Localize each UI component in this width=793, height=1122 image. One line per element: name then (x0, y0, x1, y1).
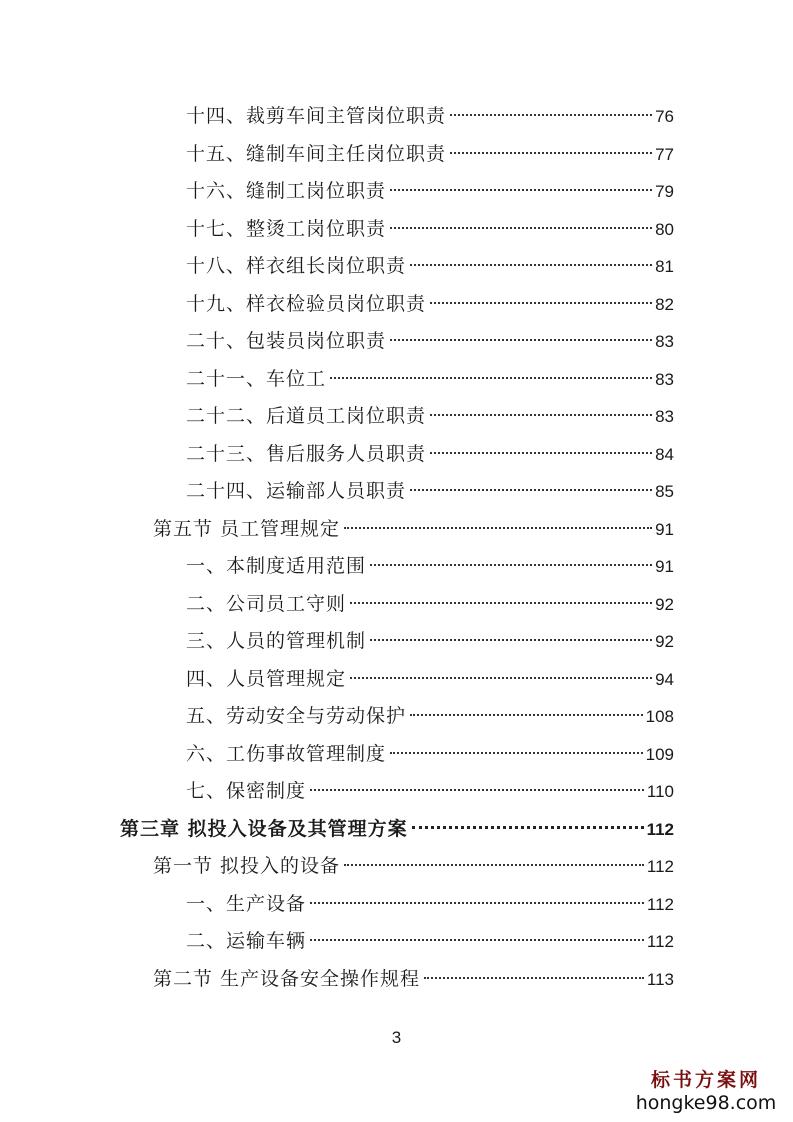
toc-entry[interactable] (186, 889, 674, 919)
toc-entry[interactable] (186, 101, 674, 131)
toc-entry-title: 第二节 生产设备安全操作规程 (153, 967, 421, 990)
toc-entry-page: 83 (655, 369, 674, 389)
toc-dot-leader (350, 677, 652, 679)
toc-entry[interactable] (186, 551, 674, 581)
toc-entry[interactable] (153, 964, 674, 994)
toc-entry-page: 112 (646, 857, 674, 876)
toc-entry-title: 第一节 拟投入的设备 (153, 855, 341, 877)
toc-entry[interactable] (153, 514, 674, 544)
toc-dot-leader (412, 826, 644, 829)
toc-entry-title: 十七、整烫工岗位职责 (186, 217, 387, 240)
toc-dot-leader (410, 264, 652, 266)
toc-entry-page: 112 (646, 819, 674, 839)
toc-entry-page: 108 (645, 707, 674, 726)
toc-dot-leader (330, 377, 652, 379)
toc-entry-title: 二十、包装员岗位职责 (186, 330, 387, 352)
toc-entry[interactable] (186, 364, 674, 394)
toc-entry-title: 五、劳动安全与劳动保护 (186, 705, 407, 727)
toc-entry-title: 四、人员管理规定 (186, 667, 347, 690)
toc-entry-title: 十五、缝制车间主任岗位职责 (186, 142, 447, 165)
toc-entry-title: 二十四、运输部人员职责 (186, 480, 407, 502)
toc-entry-page: 77 (655, 144, 674, 164)
toc-entry-page: 85 (655, 482, 674, 501)
toc-entry[interactable] (186, 626, 674, 656)
toc-entry-page: 82 (655, 294, 674, 314)
toc-entry-page: 76 (655, 107, 674, 126)
site-watermark (631, 1068, 781, 1114)
toc-entry-title: 三、人员的管理机制 (186, 630, 367, 652)
toc-dot-leader (390, 752, 643, 754)
toc-dot-leader (450, 152, 652, 154)
toc-entry-page: 91 (655, 557, 674, 576)
toc-dot-leader (370, 639, 652, 641)
toc-dot-leader (450, 114, 652, 116)
toc-dot-leader (410, 714, 643, 716)
toc-entry-page: 83 (655, 407, 674, 426)
toc-entry-page: 91 (655, 519, 674, 539)
toc-entry-title: 二十一、车位工 (186, 367, 327, 390)
toc-entry-title: 六、工伤事故管理制度 (186, 742, 387, 765)
toc-entry-title: 二、公司员工守则 (186, 592, 347, 615)
toc-dot-leader (344, 864, 644, 866)
toc-dot-leader (350, 602, 652, 604)
toc-entry[interactable] (186, 401, 674, 431)
toc-entry-title: 十八、样衣组长岗位职责 (186, 255, 407, 277)
toc-entry-page: 112 (646, 932, 674, 951)
toc-entry-page: 84 (655, 444, 674, 464)
toc-entry[interactable] (186, 176, 674, 206)
toc-entry-title: 二十二、后道员工岗位职责 (186, 405, 427, 427)
toc-dot-leader (390, 227, 652, 229)
toc-entry[interactable] (186, 664, 674, 694)
toc-dot-leader (310, 902, 644, 904)
toc-entry-title: 一、生产设备 (186, 892, 307, 915)
toc-dot-leader (310, 939, 644, 941)
toc-dot-leader (410, 489, 652, 491)
toc-entry-title: 第五节 员工管理规定 (153, 517, 341, 540)
toc-entry[interactable] (186, 214, 674, 244)
toc-entry-page: 83 (655, 332, 674, 351)
toc-entry[interactable] (186, 776, 674, 806)
toc-dot-leader (430, 414, 652, 416)
toc-dot-leader (390, 189, 652, 191)
toc-entry-title: 十六、缝制工岗位职责 (186, 180, 387, 202)
toc-entry[interactable] (186, 701, 674, 731)
toc-dot-leader (310, 789, 644, 791)
toc-entry-page: 109 (645, 744, 674, 764)
toc-entry[interactable] (153, 851, 674, 881)
toc-entry[interactable] (186, 589, 674, 619)
watermark-site-name: 标书方案网 (650, 1069, 761, 1091)
toc-entry-page: 80 (655, 219, 674, 239)
toc-dot-leader (370, 564, 652, 566)
toc-entry-title: 十四、裁剪车间主管岗位职责 (186, 105, 447, 127)
toc-entry-title: 七、保密制度 (186, 780, 307, 802)
toc-entry[interactable] (186, 139, 674, 169)
toc-entry[interactable] (186, 739, 674, 769)
toc-entry-title: 十九、样衣检验员岗位职责 (186, 292, 427, 315)
toc-dot-leader (430, 302, 652, 304)
toc-entry[interactable] (186, 289, 674, 319)
toc-entry-page: 81 (655, 257, 674, 276)
toc-entry[interactable] (186, 326, 674, 356)
toc-entry[interactable] (186, 251, 674, 281)
toc-dot-leader (430, 452, 652, 454)
toc-entry-page: 110 (646, 782, 674, 801)
toc-dot-leader (390, 339, 652, 341)
toc-entry-page: 92 (655, 594, 674, 614)
toc-entry[interactable] (120, 814, 674, 844)
toc-entry-title: 第三章 拟投入设备及其管理方案 (120, 817, 408, 840)
toc-entry-title: 二、运输车辆 (186, 930, 307, 952)
page-number: 3 (391, 1028, 402, 1047)
toc-entry[interactable] (186, 439, 674, 469)
watermark-url: hongke98.com (635, 1092, 777, 1114)
toc-entry-title: 二十三、售后服务人员职责 (186, 442, 427, 465)
toc-entry-page: 113 (646, 969, 674, 989)
toc-entry-page: 112 (646, 894, 674, 914)
toc-entry-page: 92 (655, 632, 674, 651)
toc-entry[interactable] (186, 926, 674, 956)
toc-dot-leader (424, 977, 644, 979)
toc-entry-title: 一、本制度适用范围 (186, 555, 367, 577)
toc-entry-page: 79 (655, 182, 674, 201)
toc-entry-page: 94 (655, 669, 674, 689)
toc-entry[interactable] (186, 476, 674, 506)
toc-dot-leader (344, 527, 652, 529)
